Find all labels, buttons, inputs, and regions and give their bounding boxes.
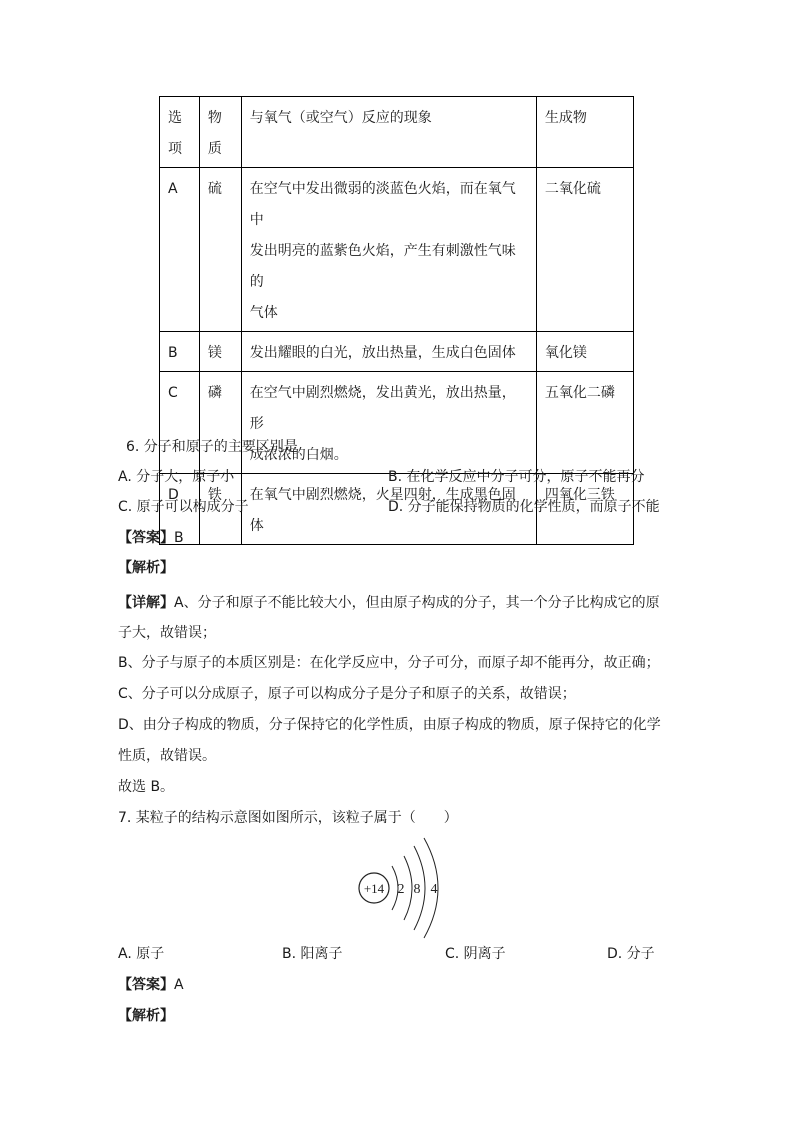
q6-conclusion: 故选 B。 [118, 779, 175, 795]
header-substance-line: 质 [207, 141, 222, 157]
cell-phenomenon [241, 372, 536, 474]
q6-option-c: C. 原子可以构成分子 [118, 499, 249, 515]
shell-electron-count: 8 [413, 882, 421, 897]
q6-detail-line: 子大，故错误； [118, 625, 216, 641]
phenomenon-line: 发出明亮的蓝紫色火焰，产生有刺激性气味的 [249, 243, 516, 290]
phenomenon-line: 成浓浓的白烟。 [249, 447, 348, 463]
phenomenon-line: 在氧气中剧烈燃烧，火星四射，生成黑色固体 [249, 487, 516, 534]
detail-text: A、分子和原子不能比较大小，但由原子构成的分子，其一个分子比构成它的原 [174, 595, 660, 611]
q6-detail-line: 性质，故错误。 [118, 748, 216, 764]
q6-detail-line: D、由分子构成的物质，分子保持它的化学性质，由原子构成的物质，原子保持它的化学 [118, 717, 661, 733]
shell-electron-count: 4 [430, 882, 438, 897]
phenomenon-line: 发出耀眼的白光，放出热量，生成白色固体 [249, 345, 516, 361]
q6-stem: 6. 分子和原子的主要区别是 [126, 439, 298, 455]
table-row [160, 332, 634, 372]
q6-analysis-label: 【解析】 [118, 560, 174, 576]
answer-label: 【答案】 [118, 977, 174, 993]
atom-structure-diagram [356, 836, 456, 940]
nucleus-charge: +14 [363, 881, 385, 896]
phenomenon-line: 在空气中剧烈燃烧，发出黄光，放出热量，形 [249, 385, 516, 432]
cell-product: 二氧化硫 [536, 168, 633, 332]
q7-stem: 7. 某粒子的结构示意图如图所示，该粒子属于（ ） [118, 810, 458, 826]
q7-option-d: D. 分子 [607, 946, 655, 962]
phenomenon-line: 气体 [249, 305, 278, 321]
header-option [160, 97, 200, 168]
q7-analysis-label: 【解析】 [118, 1008, 174, 1024]
header-phenomenon: 与氧气（或空气）反应的现象 [241, 97, 536, 168]
electron-shell-arc [404, 856, 412, 920]
phenomenon-line: 在空气中发出微弱的淡蓝色火焰，而在氧气中 [249, 181, 516, 228]
q6-answer [118, 528, 184, 548]
header-product: 生成物 [536, 97, 633, 168]
cell-substance: 磷 [199, 372, 241, 474]
q7-option-b: B. 阳离子 [282, 946, 343, 962]
table-header-row [160, 97, 634, 168]
cell-substance: 铁 [199, 474, 241, 545]
q6-detail-line: B、分子与原子的本质区别是：在化学反应中，分子可分，而原子却不能再分，故正确； [118, 655, 660, 671]
cell-product: 氧化镁 [536, 332, 633, 372]
q7-option-c: C. 阴离子 [445, 946, 506, 962]
header-substance [199, 97, 241, 168]
cell-product: 四氧化三铁 [536, 474, 633, 545]
header-option-line: 项 [168, 141, 182, 157]
q6-detail-line: C、分子可以分成原子，原子可以构成分子是分子和原子的关系，故错误； [118, 686, 576, 702]
header-substance-line: 物 [207, 110, 222, 126]
answer-value: A [174, 977, 184, 993]
q6-option-a: A. 分子大，原子小 [118, 469, 235, 485]
table-row [160, 168, 634, 332]
cell-phenomenon [241, 168, 536, 332]
cell-option: B [160, 332, 200, 372]
cell-substance: 镁 [199, 332, 241, 372]
answer-label: 【答案】 [118, 530, 174, 546]
q6-detail-line [118, 593, 660, 613]
cell-option: A [160, 168, 200, 332]
cell-option: D [160, 474, 200, 545]
header-option-line: 选 [168, 110, 182, 126]
cell-product: 五氧化二磷 [536, 372, 633, 474]
cell-phenomenon [241, 332, 536, 372]
shell-electron-count: 2 [397, 882, 405, 897]
table-row [160, 372, 634, 474]
cell-option: C [160, 372, 200, 474]
q7-option-a: A. 原子 [118, 946, 165, 962]
cell-substance: 硫 [199, 168, 241, 332]
answer-value: B [174, 530, 184, 546]
q6-option-d: D. 分子能保持物质的化学性质，而原子不能 [388, 499, 660, 515]
detail-label: 【详解】 [118, 595, 174, 611]
q7-answer [118, 975, 184, 995]
q6-option-b: B. 在化学反应中分子可分，原子不能再分 [388, 469, 645, 485]
